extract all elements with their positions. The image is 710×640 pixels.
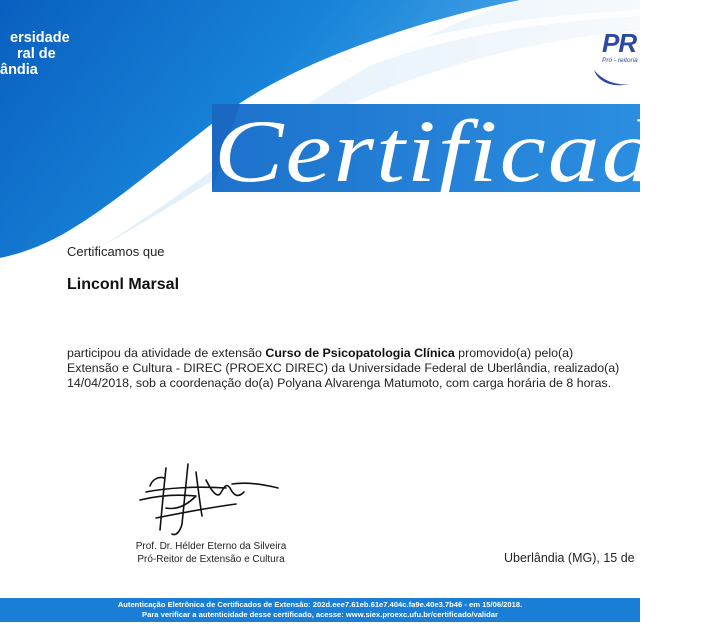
footer-auth-code: Autenticação Eletrônica de Certificados de Extensão: 202d.eee7.61eb.61e7.404c.fa9e.40e3.7b46 - em 15/06/2018. xyxy=(117,600,523,609)
body-line-1-post: promovido(a) pelo(a) xyxy=(454,346,574,360)
university-name-line: ândia xyxy=(0,62,38,78)
recipient-name: Linconl Marsal xyxy=(67,276,180,293)
university-name-line: ral de xyxy=(17,46,56,62)
footer-bottom-margin xyxy=(0,623,640,640)
footer-verify-url: Para verificar a autenticidade desse certificado, acesse: www.siex.proexc.ufu.br/certificado/validar xyxy=(142,610,498,619)
university-name-line: ersidade xyxy=(10,30,70,46)
signer-role: Pró-Reitor de Extensão e Cultura xyxy=(137,554,285,565)
authentication-footer xyxy=(0,598,640,622)
intro-text: Certificamos que xyxy=(67,244,165,259)
certificate-title: Certificado xyxy=(214,101,710,201)
university-name xyxy=(0,30,70,78)
place-date: Uberlândia (MG), 15 de xyxy=(504,551,635,565)
handwritten-signature xyxy=(136,458,286,540)
body-line-1 xyxy=(67,346,667,361)
proexc-logo-subtext: Pró - reitoria xyxy=(602,57,638,64)
signer-block xyxy=(113,540,309,566)
certificate-body xyxy=(67,346,667,391)
proexc-logo-text: PR xyxy=(602,28,637,58)
signer-name: Prof. Dr. Hélder Eterno da Silveira xyxy=(135,541,287,552)
course-name: Curso de Psicopatologia Clínica xyxy=(265,346,455,360)
body-line-1-pre: participou da atividade de extensão xyxy=(67,346,266,360)
body-line-2: Extensão e Cultura - DIREC (PROEXC DIREC) da Universidade Federal de Uberlândia, realizado(a) xyxy=(67,361,620,375)
body-line-3: 14/04/2018, sob a coordenação do(a) Polyana Alvarenga Matumoto, com carga horária de 8 horas. xyxy=(67,376,612,390)
